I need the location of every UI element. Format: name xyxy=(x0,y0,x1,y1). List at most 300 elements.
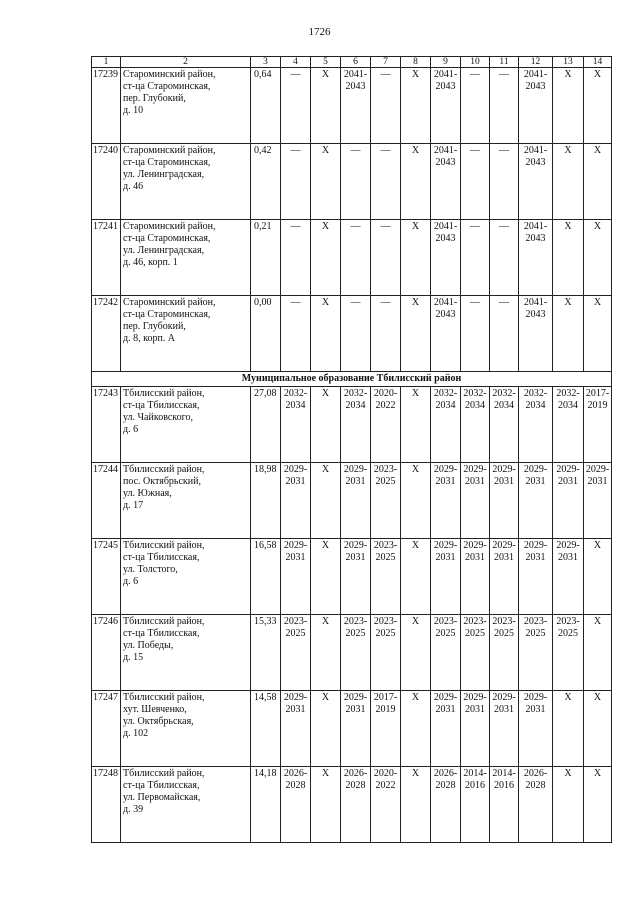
period-text: X xyxy=(564,69,572,80)
address-line: Тбилисский район, xyxy=(123,464,205,475)
period-text: 2043 xyxy=(525,81,546,92)
address-line: д. 102 xyxy=(123,728,149,739)
period-cell xyxy=(461,691,490,767)
period-cell xyxy=(490,539,519,615)
address-cell xyxy=(121,144,251,220)
column-number-cell: 9 xyxy=(431,57,461,68)
period-cell xyxy=(341,691,371,767)
table-row xyxy=(92,144,612,220)
period-text: 2023- xyxy=(283,616,308,627)
column-number-cell: 12 xyxy=(519,57,553,68)
period-text: 2025 xyxy=(375,552,396,563)
period-cell xyxy=(461,387,490,463)
period-text: 2031 xyxy=(465,552,485,563)
address-line: д. 6 xyxy=(123,576,139,587)
period-cell xyxy=(461,220,490,296)
period-text: 2041- xyxy=(433,69,458,80)
period-cell xyxy=(461,615,490,691)
address-line: хут. Шевченко, xyxy=(123,704,187,715)
record-number-cell: 17242 xyxy=(92,296,121,372)
period-text: 2043 xyxy=(345,81,366,92)
period-text: X xyxy=(593,540,602,551)
area-cell: 0,21 xyxy=(251,220,281,296)
period-text: 2034 xyxy=(285,400,306,411)
period-text: X xyxy=(321,768,330,779)
period-cell xyxy=(371,767,401,843)
period-cell xyxy=(401,691,431,767)
period-text: 2029- xyxy=(433,692,458,703)
section-header-row xyxy=(92,372,612,387)
period-cell xyxy=(281,539,311,615)
period-text: 2023- xyxy=(343,616,368,627)
period-cell xyxy=(519,68,553,144)
period-text: X xyxy=(593,221,602,232)
period-text: 2031 xyxy=(465,476,485,487)
period-cell xyxy=(461,463,490,539)
period-cell xyxy=(584,539,612,615)
period-text: X xyxy=(564,145,572,156)
period-text: X xyxy=(411,464,420,475)
period-text: — xyxy=(470,69,480,80)
period-cell xyxy=(553,387,584,463)
period-text: — xyxy=(380,69,391,80)
table-row xyxy=(92,615,612,691)
period-cell xyxy=(431,691,461,767)
period-text: 2029- xyxy=(463,464,487,475)
period-text: 2025 xyxy=(285,628,306,639)
period-cell xyxy=(519,144,553,220)
address-line: д. 46, корп. 1 xyxy=(123,257,178,268)
period-cell xyxy=(490,144,519,220)
area-cell: 18,98 xyxy=(251,463,281,539)
period-text: 2025 xyxy=(558,628,578,639)
period-cell xyxy=(401,144,431,220)
address-line: ст-ца Тбилисская, xyxy=(123,552,200,563)
period-cell xyxy=(371,691,401,767)
area-cell: 0,00 xyxy=(251,296,281,372)
period-cell xyxy=(401,615,431,691)
column-number-cell: 6 xyxy=(341,57,371,68)
period-text: 2031 xyxy=(525,704,546,715)
period-text: 2031 xyxy=(587,476,608,487)
address-line: Тбилисский район, xyxy=(123,768,205,779)
period-text: 2023- xyxy=(373,540,398,551)
period-text: 2028 xyxy=(525,780,546,791)
address-line: ул. Ленинградская, xyxy=(123,169,205,180)
period-text: 2029- xyxy=(492,692,516,703)
period-text: 2014- xyxy=(492,768,516,779)
period-cell xyxy=(341,296,371,372)
period-text: 2029- xyxy=(343,540,368,551)
column-number-cell: 7 xyxy=(371,57,401,68)
record-number-cell: 17246 xyxy=(92,615,121,691)
record-number-cell: 17241 xyxy=(92,220,121,296)
period-cell xyxy=(281,691,311,767)
period-cell xyxy=(519,539,553,615)
period-cell xyxy=(553,220,584,296)
period-cell xyxy=(281,387,311,463)
period-text: 2020- xyxy=(373,388,398,399)
period-text: — xyxy=(290,297,301,308)
period-text: 2023- xyxy=(433,616,458,627)
period-text: 2029- xyxy=(433,540,458,551)
period-cell xyxy=(553,767,584,843)
period-text: 2029- xyxy=(556,464,580,475)
period-text: 2031 xyxy=(525,552,546,563)
period-text: 2032- xyxy=(523,388,548,399)
period-text: X xyxy=(321,221,330,232)
period-cell xyxy=(311,767,341,843)
address-cell xyxy=(121,767,251,843)
table-row xyxy=(92,463,612,539)
period-cell xyxy=(584,387,612,463)
period-text: 2014- xyxy=(463,768,487,779)
period-text: 2023- xyxy=(523,616,548,627)
period-cell xyxy=(431,539,461,615)
address-line: ул. Ленинградская, xyxy=(123,245,205,256)
address-cell xyxy=(121,296,251,372)
period-text: X xyxy=(564,692,572,703)
address-line: Тбилисский район, xyxy=(123,616,205,627)
period-cell xyxy=(401,68,431,144)
period-text: 2031 xyxy=(435,552,456,563)
period-text: X xyxy=(321,540,330,551)
period-cell xyxy=(490,296,519,372)
period-text: — xyxy=(380,297,391,308)
period-text: 2029- xyxy=(523,540,548,551)
period-cell xyxy=(584,615,612,691)
period-text: X xyxy=(411,69,420,80)
period-cell xyxy=(461,296,490,372)
period-cell xyxy=(490,387,519,463)
address-line: д. 17 xyxy=(123,500,144,511)
period-text: 2043 xyxy=(435,309,456,320)
period-text: 2025 xyxy=(435,628,456,639)
column-number-cell: 13 xyxy=(553,57,584,68)
period-text: 2031 xyxy=(435,476,456,487)
period-text: 2022 xyxy=(375,780,396,791)
address-line: д. 46 xyxy=(123,181,144,192)
period-text: 2023- xyxy=(373,616,398,627)
period-text: 2043 xyxy=(525,157,546,168)
period-text: 2034 xyxy=(345,400,366,411)
period-cell xyxy=(519,296,553,372)
address-line: пер. Глубокий, xyxy=(123,321,186,332)
address-line: Староминский район, xyxy=(123,69,216,80)
period-text: X xyxy=(411,388,420,399)
period-text: 2029- xyxy=(523,692,548,703)
period-text: 2023- xyxy=(463,616,487,627)
period-cell xyxy=(553,296,584,372)
record-number-cell: 17243 xyxy=(92,387,121,463)
period-text: 2034 xyxy=(435,400,456,411)
period-text: 2031 xyxy=(345,552,366,563)
period-cell xyxy=(311,691,341,767)
table-row xyxy=(92,539,612,615)
period-cell xyxy=(553,539,584,615)
period-text: — xyxy=(499,221,509,232)
period-text: 2034 xyxy=(558,400,578,411)
period-cell xyxy=(519,767,553,843)
period-text: X xyxy=(564,221,572,232)
period-text: 2032- xyxy=(433,388,458,399)
period-text: 2029- xyxy=(585,464,610,475)
address-line: д. 10 xyxy=(123,105,144,116)
period-cell xyxy=(431,463,461,539)
period-text: 2043 xyxy=(435,81,456,92)
period-text: — xyxy=(470,221,480,232)
period-text: 2032- xyxy=(283,388,308,399)
address-line: пос. Октябрьский, xyxy=(123,476,201,487)
period-cell xyxy=(431,144,461,220)
period-text: — xyxy=(290,69,301,80)
period-cell xyxy=(431,615,461,691)
period-cell xyxy=(281,463,311,539)
address-line: д. 8, корп. А xyxy=(123,333,176,344)
record-number-cell: 17248 xyxy=(92,767,121,843)
column-number-row xyxy=(92,57,612,68)
period-cell xyxy=(553,691,584,767)
address-cell xyxy=(121,539,251,615)
period-cell xyxy=(553,463,584,539)
period-cell xyxy=(311,144,341,220)
period-text: X xyxy=(411,145,420,156)
period-text: 2031 xyxy=(465,704,485,715)
period-cell xyxy=(431,68,461,144)
period-cell xyxy=(311,615,341,691)
period-text: X xyxy=(321,297,330,308)
period-text: 2025 xyxy=(375,628,396,639)
period-cell xyxy=(431,387,461,463)
area-cell: 14,58 xyxy=(251,691,281,767)
period-text: 2028 xyxy=(435,780,456,791)
period-text: 2043 xyxy=(435,233,456,244)
address-line: Тбилисский район, xyxy=(123,540,205,551)
period-text: 2020- xyxy=(373,768,398,779)
period-text: — xyxy=(499,69,509,80)
address-cell xyxy=(121,691,251,767)
period-text: X xyxy=(593,145,602,156)
period-cell xyxy=(490,615,519,691)
period-cell xyxy=(490,691,519,767)
period-text: 2019 xyxy=(375,704,396,715)
period-text: X xyxy=(411,768,420,779)
period-text: 2043 xyxy=(435,157,456,168)
period-cell xyxy=(281,220,311,296)
period-text: 2029- xyxy=(463,540,487,551)
address-line: ул. Чайковского, xyxy=(123,412,193,423)
period-cell xyxy=(519,387,553,463)
period-text: X xyxy=(321,145,330,156)
period-text: 2031 xyxy=(494,704,514,715)
period-cell xyxy=(584,144,612,220)
period-text: — xyxy=(350,297,361,308)
period-cell xyxy=(401,463,431,539)
period-cell xyxy=(584,296,612,372)
area-cell: 27,08 xyxy=(251,387,281,463)
period-cell xyxy=(584,691,612,767)
area-cell: 15,33 xyxy=(251,615,281,691)
period-cell xyxy=(584,767,612,843)
record-number-cell: 17245 xyxy=(92,539,121,615)
period-text: 2041- xyxy=(523,221,548,232)
address-line: д. 6 xyxy=(123,424,139,435)
period-text: 2041- xyxy=(523,69,548,80)
period-text: 2034 xyxy=(465,400,485,411)
address-line: д. 15 xyxy=(123,652,144,663)
period-text: X xyxy=(593,297,602,308)
period-text: 2025 xyxy=(525,628,546,639)
period-cell xyxy=(311,68,341,144)
period-cell xyxy=(311,220,341,296)
period-text: 2029- xyxy=(492,464,516,475)
registry-table-body xyxy=(92,57,612,843)
period-cell xyxy=(490,68,519,144)
period-cell xyxy=(341,615,371,691)
period-cell xyxy=(461,539,490,615)
address-line: Тбилисский район, xyxy=(123,692,205,703)
table-row xyxy=(92,296,612,372)
period-cell xyxy=(311,387,341,463)
period-cell xyxy=(311,296,341,372)
period-cell xyxy=(371,539,401,615)
record-number-cell: 17239 xyxy=(92,68,121,144)
period-text: 2029- xyxy=(283,464,308,475)
period-text: 2041- xyxy=(343,69,368,80)
period-text: — xyxy=(350,145,361,156)
period-text: 2026- xyxy=(523,768,548,779)
period-cell xyxy=(371,296,401,372)
period-text: X xyxy=(321,388,330,399)
period-cell xyxy=(584,68,612,144)
table-row xyxy=(92,691,612,767)
period-cell xyxy=(584,220,612,296)
record-number-cell: 17240 xyxy=(92,144,121,220)
period-cell xyxy=(311,463,341,539)
period-cell xyxy=(519,615,553,691)
section-title: Муниципальное образование Тбилисский район xyxy=(92,372,612,387)
period-text: 2023- xyxy=(492,616,516,627)
period-cell xyxy=(431,220,461,296)
period-cell xyxy=(281,767,311,843)
period-cell xyxy=(371,68,401,144)
period-cell xyxy=(431,767,461,843)
column-number-cell: 3 xyxy=(251,57,281,68)
period-cell xyxy=(490,767,519,843)
period-text: 2034 xyxy=(525,400,546,411)
period-text: 2029- xyxy=(556,540,580,551)
period-text: 2017- xyxy=(373,692,398,703)
column-number-cell: 2 xyxy=(121,57,251,68)
period-cell xyxy=(281,615,311,691)
period-text: X xyxy=(411,692,420,703)
column-number-cell: 14 xyxy=(584,57,612,68)
period-text: X xyxy=(411,540,420,551)
period-text: 2031 xyxy=(285,552,306,563)
address-line: Староминский район, xyxy=(123,221,216,232)
period-text: — xyxy=(470,145,480,156)
period-cell xyxy=(341,387,371,463)
period-text: — xyxy=(350,221,361,232)
record-number-cell: 17247 xyxy=(92,691,121,767)
period-text: 2029- xyxy=(343,692,368,703)
address-line: ст-ца Тбилисская, xyxy=(123,400,200,411)
table-row xyxy=(92,767,612,843)
address-cell xyxy=(121,615,251,691)
period-cell xyxy=(461,68,490,144)
page-number: 1726 xyxy=(308,26,331,38)
period-text: 2017- xyxy=(585,388,610,399)
address-line: Староминский район, xyxy=(123,297,216,308)
period-cell xyxy=(461,767,490,843)
area-cell: 16,58 xyxy=(251,539,281,615)
period-text: 2032- xyxy=(556,388,580,399)
period-cell xyxy=(490,220,519,296)
address-cell xyxy=(121,463,251,539)
address-line: ст-ца Староминская, xyxy=(123,157,211,168)
period-text: — xyxy=(380,221,391,232)
period-text: 2031 xyxy=(558,552,578,563)
period-cell xyxy=(519,220,553,296)
period-cell xyxy=(371,615,401,691)
period-text: 2041- xyxy=(523,145,548,156)
area-cell: 0,42 xyxy=(251,144,281,220)
period-cell xyxy=(311,539,341,615)
period-text: X xyxy=(321,692,330,703)
period-text: 2034 xyxy=(494,400,514,411)
period-cell xyxy=(341,463,371,539)
period-cell xyxy=(371,387,401,463)
period-text: 2029- xyxy=(523,464,548,475)
period-cell xyxy=(281,296,311,372)
period-text: X xyxy=(564,768,572,779)
period-cell xyxy=(553,68,584,144)
period-cell xyxy=(401,220,431,296)
column-number-cell: 11 xyxy=(490,57,519,68)
column-number-cell: 8 xyxy=(401,57,431,68)
table-row xyxy=(92,220,612,296)
table-row xyxy=(92,68,612,144)
column-number-cell: 10 xyxy=(461,57,490,68)
address-line: Тбилисский район, xyxy=(123,388,205,399)
period-cell xyxy=(281,144,311,220)
period-text: 2026- xyxy=(343,768,368,779)
period-cell xyxy=(341,220,371,296)
address-line: д. 39 xyxy=(123,804,144,815)
column-number-cell: 4 xyxy=(281,57,311,68)
address-cell xyxy=(121,220,251,296)
address-line: ул. Октябрьская, xyxy=(123,716,194,727)
period-text: X xyxy=(564,297,572,308)
period-text: 2031 xyxy=(285,476,306,487)
period-text: X xyxy=(411,616,420,627)
period-text: 2041- xyxy=(433,221,458,232)
period-text: X xyxy=(593,616,602,627)
period-cell xyxy=(281,68,311,144)
address-line: пер. Глубокий, xyxy=(123,93,186,104)
period-text: 2016 xyxy=(494,780,514,791)
period-text: X xyxy=(321,464,330,475)
address-line: ст-ца Староминская, xyxy=(123,233,211,244)
period-text: 2032- xyxy=(343,388,368,399)
address-line: ст-ца Тбилисская, xyxy=(123,628,200,639)
address-line: ст-ца Староминская, xyxy=(123,309,211,320)
period-cell xyxy=(371,220,401,296)
period-text: X xyxy=(411,221,420,232)
period-text: 2031 xyxy=(558,476,578,487)
period-text: 2043 xyxy=(525,233,546,244)
period-text: 2029- xyxy=(463,692,487,703)
